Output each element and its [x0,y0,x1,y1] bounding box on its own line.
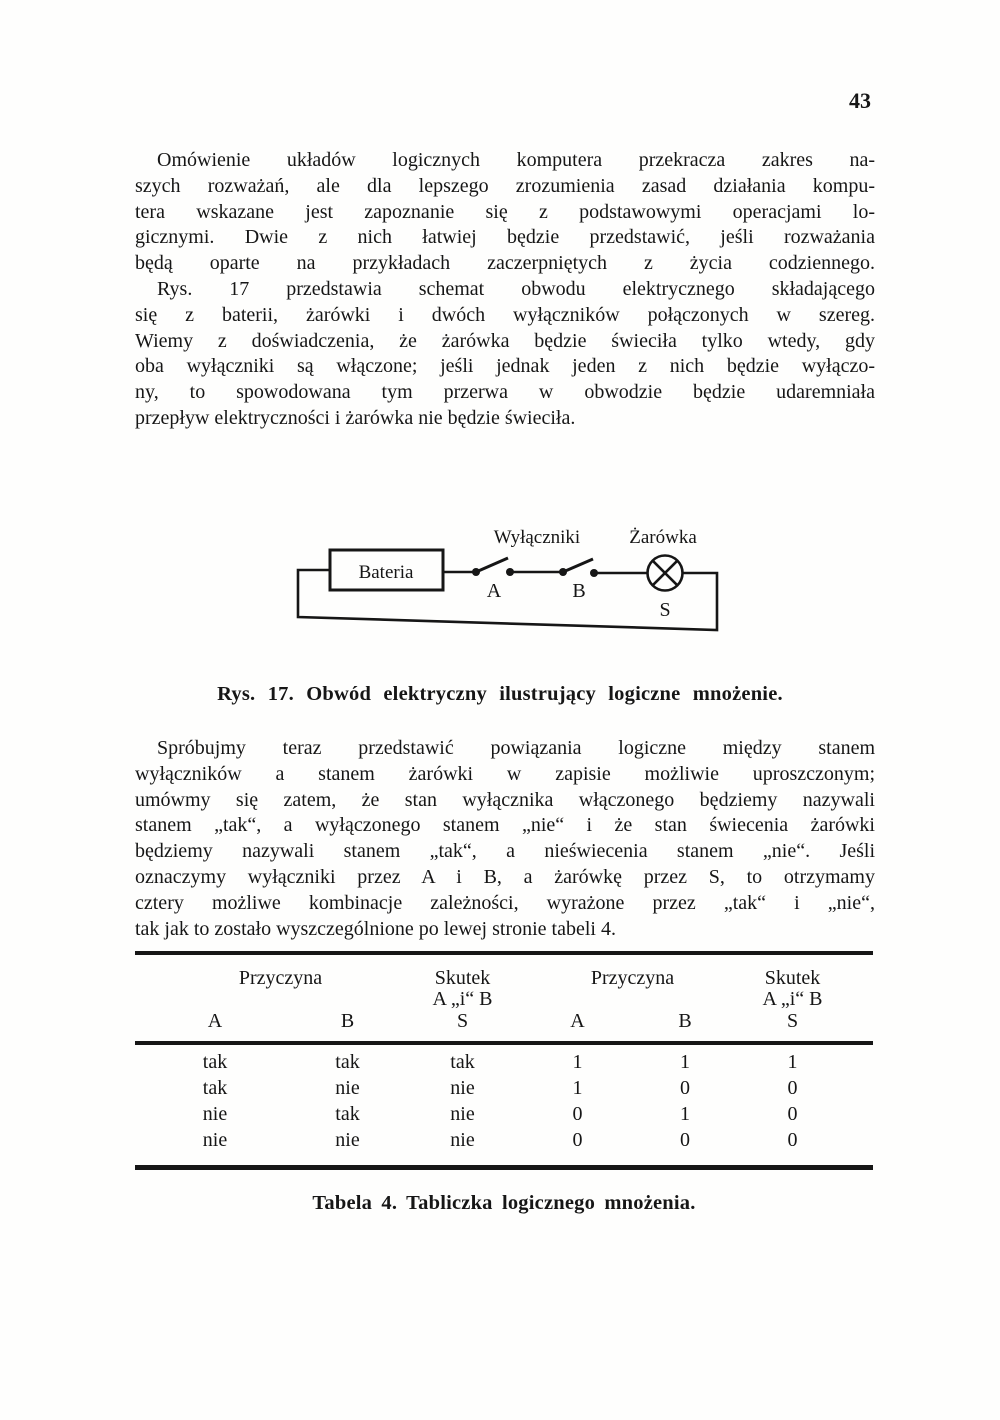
table-cell: tak [335,1103,360,1125]
lamp-letter-label: S [659,599,671,621]
figure-caption: Rys. 17. Obwód elektryczny ilustrujący logiczne mnożenie. [217,683,783,705]
table-row [135,1127,873,1168]
col-label-b-left: B [340,1010,355,1032]
text-line: oznaczymy wyłączniki przez A i B, a żarówkę przez S, to otrzymamy [135,865,875,888]
switch-b-label: B [572,580,586,602]
table-row [135,1043,873,1075]
col-label-a-right: A [570,1010,585,1032]
text-line: Wiemy z doświadczenia, że żarówka będzie świeciła tylko wtedy, gdy [135,329,875,352]
table-cell: nie [450,1129,475,1151]
header-effect-sub-left: A „i“ B [432,988,493,1010]
table-cell: 0 [787,1077,798,1099]
table-cell: 1 [680,1051,691,1073]
table-cell: tak [202,1051,228,1073]
lamp-symbol [648,556,683,591]
table-cell: 0 [680,1129,691,1151]
paragraph-1 [135,148,875,277]
text-line: Spróbujmy teraz przedstawić powiązania logiczne między stanem [157,737,875,759]
col-label-s-left: S [456,1010,469,1032]
col-label-s-right: S [786,1010,799,1032]
text-line: umówmy się zatem, że stan wyłącznika włączonego będziemy nazywali [135,788,875,811]
circuit-diagram [280,518,730,650]
text-line: oba wyłączniki są włączone; jeśli jednak jeden z nich będzie wyłączo- [135,355,875,378]
col-label-b-right: B [678,1010,692,1032]
table-cell: 1 [787,1051,798,1073]
text-line: cztery możliwe kombinacje zależności, wyrażone przez „tak“ i „nie“, [135,891,875,914]
spacer-cell [135,989,400,1010]
text-line: wyłączników a stanem żarówki w zapisie możliwie uproszczonym; [135,762,875,785]
circuit-figure [280,518,730,650]
table-cell: tak [450,1051,475,1073]
text-line: będziemy nazywali stanem „tak“, a nieświecenia stanem „nie“. Jeśli [135,840,875,863]
table-cell: 0 [787,1129,798,1151]
paragraph-3 [135,736,875,942]
header-cause-left: Przyczyna [238,967,323,989]
table-caption: Tabela 4. Tabliczka logicznego mnożenia. [312,1192,696,1214]
text-line: stanem „tak“, a wyłączonego stanem „nie“ i że stan świecenia żarówki [135,814,875,837]
table-cell: tak [335,1051,360,1073]
text-line: Rys. 17 przedstawia schemat obwodu elektrycznego składającego [157,278,875,300]
text-line: szych rozważań, ale dla lepszego zrozumienia zasad działania kompu- [135,174,875,197]
truth-table [135,951,873,1170]
table-cell: 0 [572,1103,583,1125]
table-cell: 1 [572,1051,583,1073]
lamp-label: Żarówka [629,527,697,548]
table-cell: nie [335,1077,360,1099]
switch-b-symbol [559,559,598,577]
text-line: gicznymi. Dwie z nich łatwiej będzie przedstawić, jeśli rozważania [135,226,875,249]
col-label-a-left: A [207,1010,223,1032]
text-line: się z baterii, żarówki i dwóch wyłączników połączonych w szereg. [135,303,875,326]
table-cell: nie [202,1129,228,1151]
text-line: ny, to spowodowana tym przerwa w obwodzie będzie udaremniała [135,381,875,404]
table-cell: tak [202,1077,228,1099]
table-cell: 0 [680,1077,691,1099]
paragraph-2 [135,277,875,432]
table-cell: nie [450,1077,475,1099]
text-line: będą oparte na przykładach zaczerpniętych z życia codziennego. [135,252,875,275]
page-number: 43 [849,88,871,113]
table-cell: 0 [572,1129,583,1151]
spacer-cell [525,989,740,1010]
switch-a-label: A [486,580,502,602]
table-cell: 1 [680,1103,691,1125]
header-effect-right: Skutek [764,967,821,989]
battery-label: Bateria [358,562,414,583]
table-row [135,1101,873,1127]
table-row [135,1075,873,1101]
text-line: tera wskazane jest zapoznanie się z podstawowymi operacjami lo- [135,200,875,223]
header-effect-left: Skutek [434,967,491,989]
table-cell: nie [335,1129,360,1151]
table-cell: 1 [572,1077,583,1099]
text-line: przepływ elektryczności i żarówka nie będzie świeciła. [135,406,576,429]
table-cell: nie [202,1103,228,1125]
switch-a-symbol [472,558,514,576]
truth-table-header [135,953,873,1043]
switches-label: Wyłączniki [493,527,581,548]
table-cell: 0 [787,1103,798,1125]
text-line: Omówienie układów logicznych komputera przekracza zakres na- [157,149,875,171]
table-cell: nie [450,1103,475,1125]
header-cause-right: Przyczyna [590,967,675,989]
header-effect-sub-right: A „i“ B [762,988,823,1010]
text-line: tak jak to zostało wyszczególnione po lewej stronie tabeli 4. [135,917,616,940]
